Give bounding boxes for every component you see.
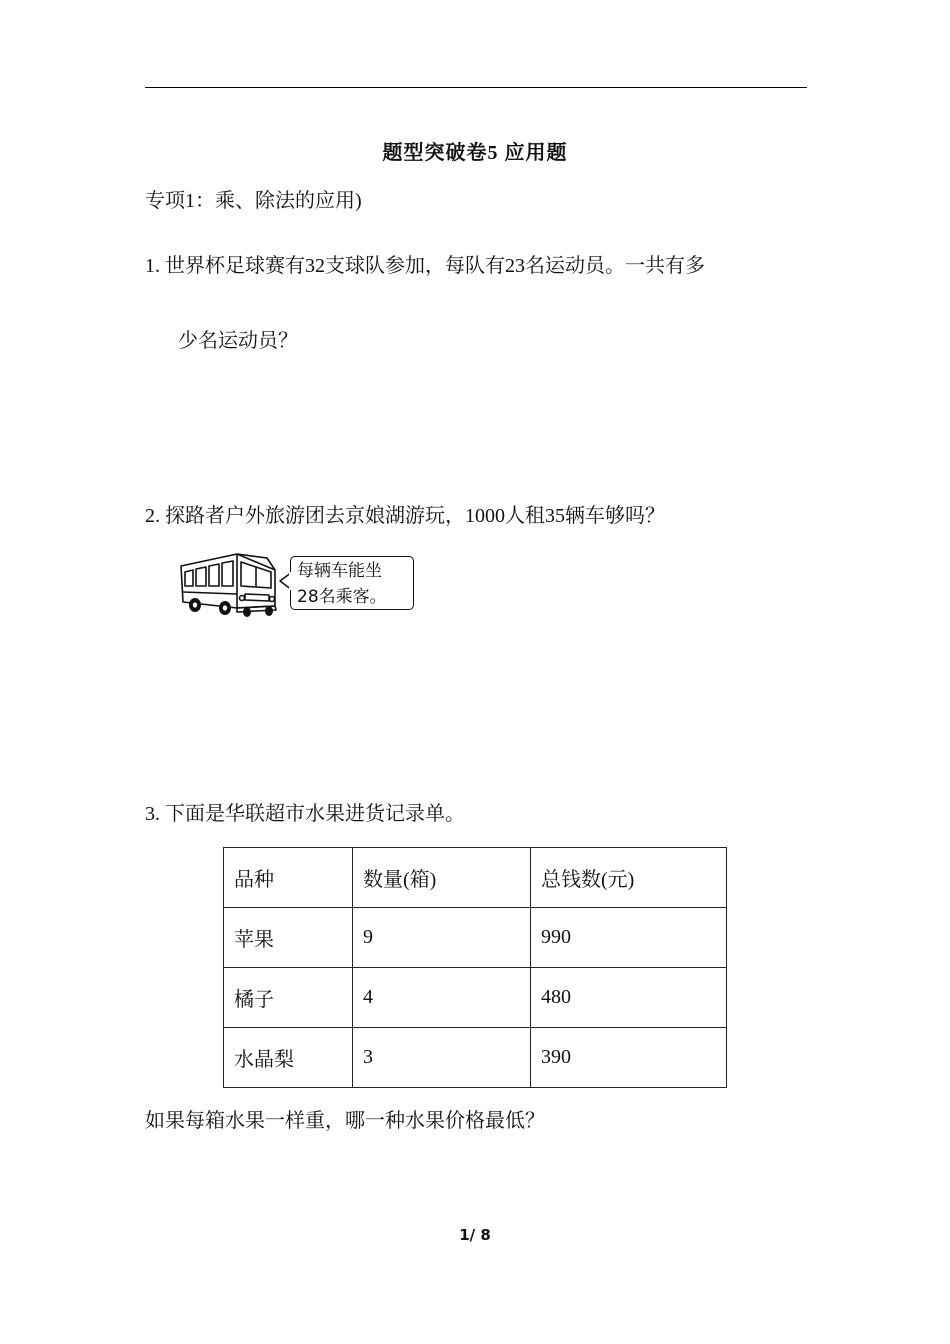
table-cell: 390	[531, 1028, 727, 1088]
question-2-text: 2. 探路者户外旅游团去京娘湖游玩，1000人租35辆车够吗？	[145, 505, 665, 527]
question-1-line-1: 1. 世界杯足球赛有32支球队参加，每队有23名运动员。一共有多	[145, 255, 705, 277]
page-title: 题型突破卷5 应用题	[382, 142, 568, 164]
page-number: 1/ 8	[459, 1226, 491, 1244]
question-3-prompt: 如果每箱水果一样重，哪一种水果价格最低？	[145, 1110, 545, 1132]
table-header-row	[224, 848, 727, 908]
table-cell: 橘子	[224, 968, 353, 1028]
table-cell: 水晶梨	[224, 1028, 353, 1088]
table-header-cell: 品种	[224, 848, 353, 908]
question-1-line-2: 少名运动员？	[178, 330, 298, 352]
question-3-text: 3. 下面是华联超市水果进货记录单。	[145, 803, 465, 825]
table-row	[224, 968, 727, 1028]
bus-icon	[175, 548, 285, 618]
table-row	[224, 908, 727, 968]
section-heading: 专项1：乘、除法的应用)	[145, 190, 362, 212]
table-cell: 3	[353, 1028, 531, 1088]
table-cell: 4	[353, 968, 531, 1028]
bubble-line-1: 每辆车能坐	[297, 561, 382, 581]
header-rule	[145, 87, 807, 88]
bubble-line-2: 28名乘客。	[297, 587, 387, 607]
table-cell: 苹果	[224, 908, 353, 968]
table-cell: 990	[531, 908, 727, 968]
speech-bubble	[290, 556, 414, 610]
table-cell: 9	[353, 908, 531, 968]
table-header-cell: 数量(箱)	[353, 848, 531, 908]
table-cell: 480	[531, 968, 727, 1028]
table-row	[224, 1028, 727, 1088]
fruit-table	[223, 847, 727, 1088]
table-header-cell: 总钱数(元)	[531, 848, 727, 908]
bubble-tail-cover	[289, 572, 293, 590]
